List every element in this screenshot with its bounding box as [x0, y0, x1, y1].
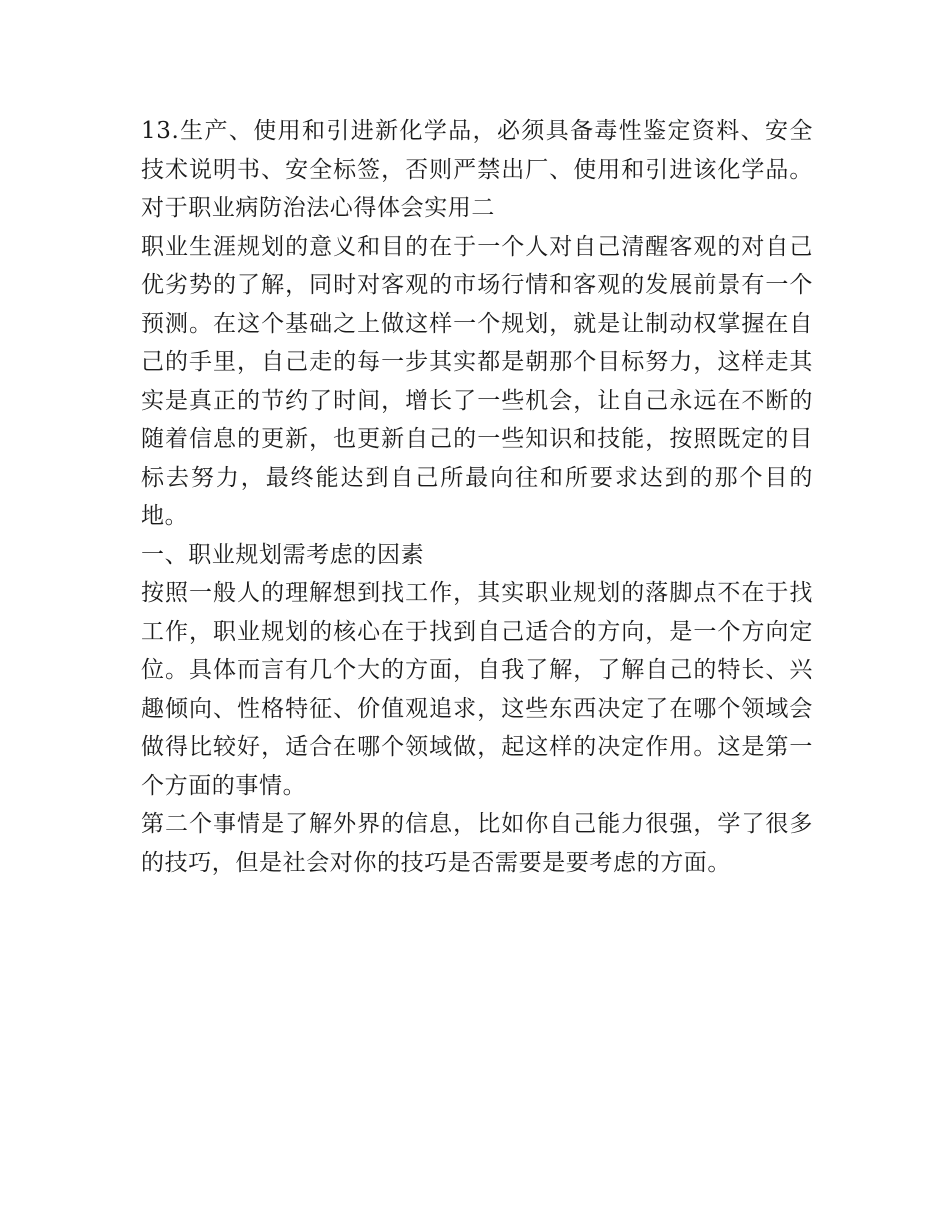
paragraph-career-planning-purpose: 职业生涯规划的意义和目的在于一个人对自己清醒客观的对自己优劣势的了解，同时对客观的市场行情和客观的发展前景有一个预测。在这个基础之上做这样一个规划，就是让制动权掌握在自己的手里，自己走的每一步其实都是朝那个目标努力，这样走其实是真正的节约了时间，增长了一些机会，让自己永远在不断的随着信息的更新，也更新自己的一些知识和技能，按照既定的目标去努力，最终能达到自己所最向往和所要求达到的那个目的地。	[141, 233, 813, 529]
paragraph-external-information: 第二个事情是了解外界的信息，比如你自己能力很强，学了很多的技巧，但是社会对你的技巧是否需要是要考虑的方面。	[141, 811, 813, 876]
paragraph-self-understanding: 按照一般人的理解想到找工作，其实职业规划的落脚点不在于找工作，职业规划的核心在于找到自己适合的方向，是一个方向定位。具体而言有几个大的方面，自我了解，了解自己的特长、兴趣倾向、性格特征、价值观追求，这些东西决定了在哪个领域会做得比较好，适合在哪个领域做，起这样的决定作用。这是第一个方面的事情。	[141, 580, 813, 799]
document-body	[141, 112, 813, 882]
section-heading-factors: 一、职业规划需考虑的因素	[141, 541, 425, 568]
paragraph-chemical-safety: 13.生产、使用和引进新化学品，必须具备毒性鉴定资料、安全技术说明书、安全标签，否则严禁出厂、使用和引进该化学品。 对于职业病防治法心得体会实用二	[141, 118, 813, 221]
